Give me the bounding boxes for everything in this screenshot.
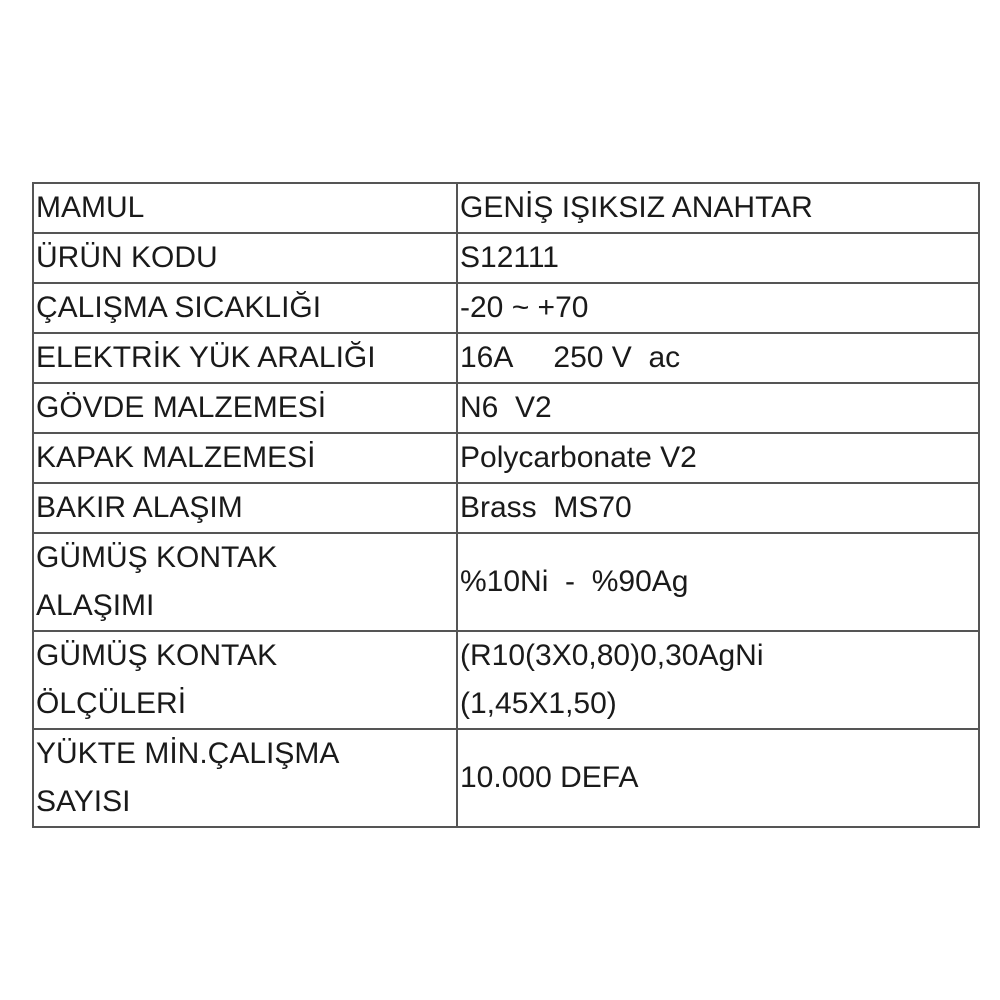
spec-label-line: KAPAK MALZEMESİ bbox=[36, 441, 316, 474]
spec-row-calisma-sicakligi bbox=[33, 283, 979, 333]
spec-value bbox=[457, 729, 979, 827]
spec-row-yukte-min-calisma-sayisi bbox=[33, 729, 979, 827]
spec-label bbox=[33, 333, 457, 383]
spec-value-line: -20 ~ +70 bbox=[460, 291, 589, 324]
spec-label bbox=[33, 383, 457, 433]
spec-row-elektrik-yuk-araligi bbox=[33, 333, 979, 383]
spec-value bbox=[457, 631, 979, 729]
spec-label-line: ALAŞIMI bbox=[36, 589, 155, 622]
spec-label-line: ÇALIŞMA SICAKLIĞI bbox=[36, 291, 322, 324]
spec-value-line: (1,45X1,50) bbox=[460, 687, 617, 720]
spec-value bbox=[457, 283, 979, 333]
spec-value bbox=[457, 483, 979, 533]
spec-label-line: SAYISI bbox=[36, 785, 131, 818]
spec-value-line: N6 V2 bbox=[460, 391, 552, 424]
spec-value bbox=[457, 183, 979, 233]
spec-label-line: MAMUL bbox=[36, 191, 145, 224]
spec-value bbox=[457, 533, 979, 631]
spec-value-line: GENİŞ IŞIKSIZ ANAHTAR bbox=[460, 191, 813, 224]
spec-row-gumus-kontak-alasimi bbox=[33, 533, 979, 631]
spec-row-gumus-kontak-olculeri bbox=[33, 631, 979, 729]
spec-label bbox=[33, 183, 457, 233]
spec-label-line: GÜMÜŞ KONTAK bbox=[36, 639, 278, 672]
spec-row-govde-malzemesi bbox=[33, 383, 979, 433]
spec-value bbox=[457, 233, 979, 283]
spec-label-line: BAKIR ALAŞIM bbox=[36, 491, 243, 524]
spec-label bbox=[33, 533, 457, 631]
spec-label-line: YÜKTE MİN.ÇALIŞMA bbox=[36, 737, 340, 770]
spec-label bbox=[33, 233, 457, 283]
spec-value bbox=[457, 383, 979, 433]
spec-row-mamul bbox=[33, 183, 979, 233]
spec-row-kapak-malzemesi bbox=[33, 433, 979, 483]
spec-value-line: 16A 250 V ac bbox=[460, 341, 681, 374]
spec-table-body bbox=[33, 183, 979, 827]
spec-label bbox=[33, 631, 457, 729]
product-spec-table bbox=[32, 182, 980, 828]
spec-value bbox=[457, 433, 979, 483]
spec-label-line: ÖLÇÜLERİ bbox=[36, 687, 187, 720]
spec-value-line: 10.000 DEFA bbox=[460, 761, 639, 794]
spec-value-line: S12111 bbox=[460, 241, 559, 274]
spec-value-line: Polycarbonate V2 bbox=[460, 441, 697, 474]
spec-label bbox=[33, 729, 457, 827]
spec-value-line: (R10(3X0,80)0,30AgNi bbox=[460, 639, 764, 672]
spec-label-line: ÜRÜN KODU bbox=[36, 241, 218, 274]
spec-value-line: %10Ni - %90Ag bbox=[460, 565, 689, 598]
spec-value-line: Brass MS70 bbox=[460, 491, 632, 524]
spec-label bbox=[33, 283, 457, 333]
spec-label-line: GÜMÜŞ KONTAK bbox=[36, 541, 278, 574]
spec-label-line: ELEKTRİK YÜK ARALIĞI bbox=[36, 341, 376, 374]
spec-row-urun-kodu bbox=[33, 233, 979, 283]
spec-row-bakir-alasim bbox=[33, 483, 979, 533]
spec-label-line: GÖVDE MALZEMESİ bbox=[36, 391, 327, 424]
spec-value bbox=[457, 333, 979, 383]
spec-label bbox=[33, 483, 457, 533]
spec-label bbox=[33, 433, 457, 483]
